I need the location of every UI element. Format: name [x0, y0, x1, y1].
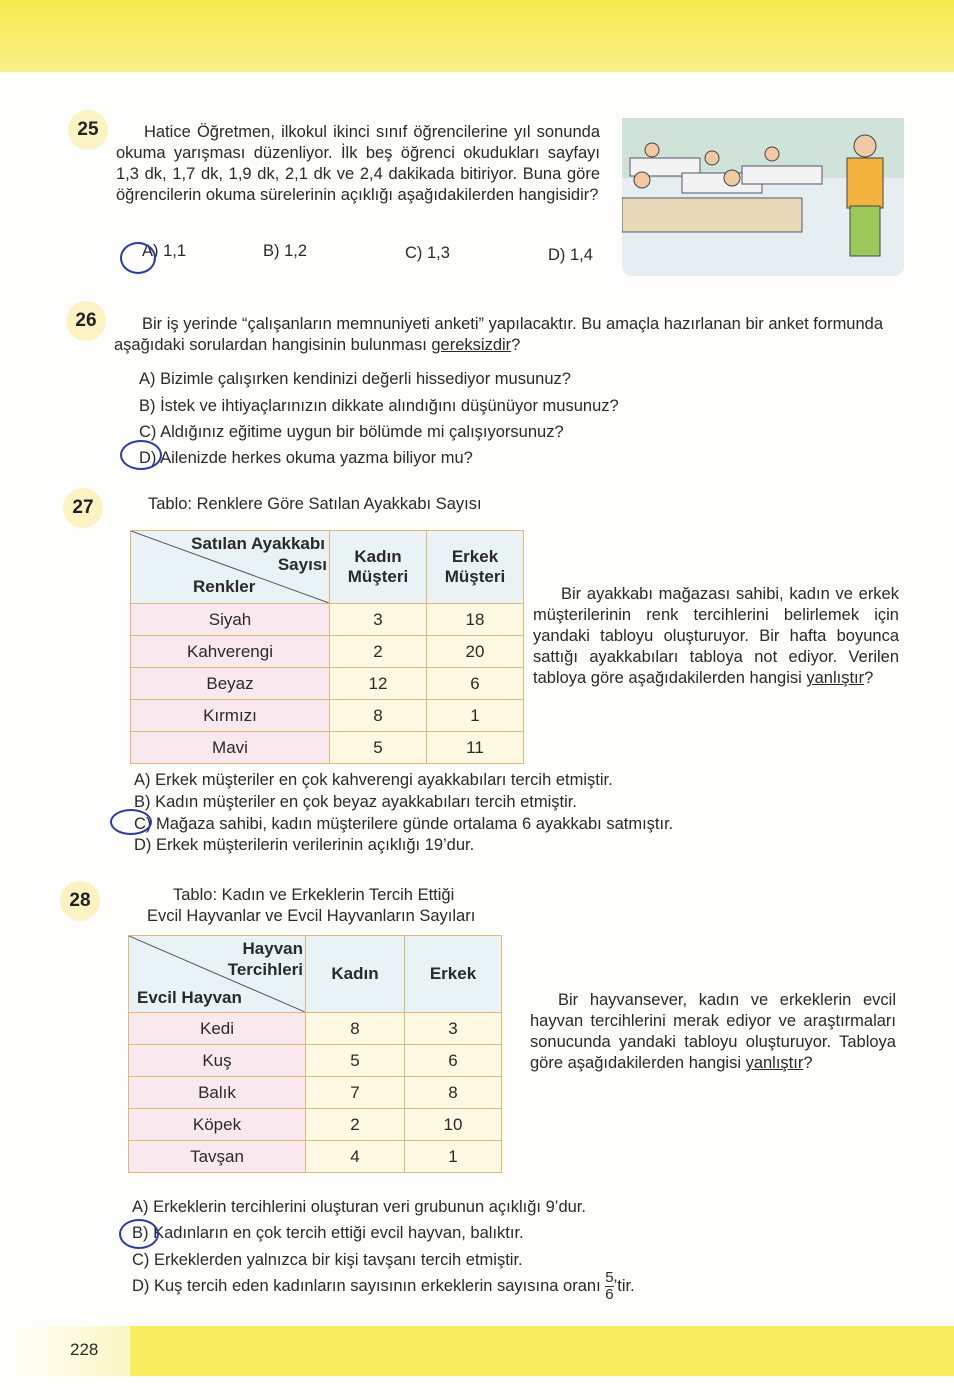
- q26-text: [114, 314, 906, 356]
- q28-corner-top2: Tercihleri: [227, 960, 303, 979]
- cell: 4: [306, 1141, 405, 1173]
- table-row: [131, 604, 524, 636]
- fraction-numerator: 5: [605, 1269, 614, 1286]
- row-label: Mavi: [131, 732, 330, 764]
- q27-table: [130, 530, 524, 764]
- q28-text-main: Bir hayvansever, kadın ve erkeklerin evcil hayvan tercihlerini merak ediyor ve araştırmaları sonucunda yandaki tabloyu oluşturuyor. Tabloya göre aşağıdakilerden hangisi: [530, 991, 896, 1072]
- cell: 6: [427, 668, 524, 700]
- q27-underlined: yanlıştır: [806, 669, 865, 687]
- row-label: Tavşan: [129, 1141, 306, 1173]
- table-row: [131, 700, 524, 732]
- question-number-27: 27: [63, 488, 103, 528]
- q28-underlined: yanlıştır: [745, 1054, 804, 1072]
- q27-corner-top: Satılan Ayakkabı: [191, 534, 325, 553]
- row-label: Siyah: [131, 604, 330, 636]
- table-row: [129, 1045, 502, 1077]
- cell: 1: [427, 700, 524, 732]
- q25-option-b[interactable]: B) 1,2: [263, 242, 308, 260]
- q27-option-b[interactable]: B) Kadın müşteriler en çok beyaz ayakkabıları tercih etmiştir.: [134, 793, 577, 811]
- q28-option-c[interactable]: C) Erkeklerden yalnızca bir kişi tavşanı tercih etmiştir.: [132, 1251, 523, 1269]
- pen-circle-mark: [120, 440, 162, 470]
- cell: 18: [427, 604, 524, 636]
- q28-table: [128, 935, 502, 1173]
- pen-circle-mark: [119, 1219, 159, 1249]
- q25-option-c[interactable]: C) 1,3: [405, 244, 450, 262]
- q27-option-d[interactable]: D) Erkek müşterilerin verilerinin açıklığı 19’dur.: [134, 836, 475, 854]
- cell: 2: [306, 1109, 405, 1141]
- q27-text: [533, 584, 899, 689]
- table-row: [131, 668, 524, 700]
- q25-option-a[interactable]: A) 1,1: [142, 242, 187, 260]
- table-row: [129, 1109, 502, 1141]
- q26-qmark: ?: [511, 336, 521, 354]
- q27-corner-header: [131, 531, 330, 604]
- q28-corner-bottom: Evcil Hayvan: [137, 988, 242, 1007]
- row-label: Köpek: [129, 1109, 306, 1141]
- bottom-yellow-band: [130, 1326, 954, 1376]
- q26-option-d[interactable]: D) Ailenizde herkes okuma yazma biliyor mu?: [139, 449, 473, 467]
- pen-circle-mark: [110, 809, 152, 835]
- cell: 8: [330, 700, 427, 732]
- row-label: Balık: [129, 1077, 306, 1109]
- row-label: Kahverengi: [131, 636, 330, 668]
- fraction: [605, 1270, 613, 1303]
- table-row: [129, 1077, 502, 1109]
- cell: 5: [330, 732, 427, 764]
- q26-underlined: gereksizdir: [431, 336, 512, 354]
- q27-option-a[interactable]: A) Erkek müşteriler en çok kahverengi ayakkabıları tercih etmiştir.: [134, 771, 613, 789]
- q27-col-erkek: Erkek Müşteri: [427, 531, 524, 604]
- q27-col-kadin: Kadın Müşteri: [330, 531, 427, 604]
- q26-text-main: Bir iş yerinde “çalışanların memnuniyeti anketi” yapılacaktır. Bu amaçla hazırlanan bir anket formunda aşağıdaki sorulardan hangisinin bulunması: [114, 315, 884, 354]
- q25-text: Hatice Öğretmen, ilkokul ikinci sınıf öğrencilerine yıl sonunda okuma yarışması düzenliyor. İlk beş öğrenci okudukları sayfayı 1,3 dk, 1,7 dk, 1,9 dk, 2,1 dk ve 2,4 dakikada bitiriyor. Buna göre öğrencilerin okuma sürelerinin açıklığı aşağıdakilerden hangisidir?: [116, 123, 600, 204]
- q28-corner-top: Hayvan: [242, 939, 303, 958]
- cell: 3: [330, 604, 427, 636]
- question-number-28: 28: [60, 881, 100, 921]
- cell: 11: [427, 732, 524, 764]
- bottom-band-fade: [0, 1326, 130, 1376]
- q27-qmark: ?: [864, 669, 874, 687]
- page-number: 228: [70, 1340, 99, 1359]
- q28-option-d-text: D) Kuş tercih eden kadınların sayısının erkeklerin sayısına oranı: [132, 1276, 606, 1295]
- cell: 20: [427, 636, 524, 668]
- table-row: [129, 1013, 502, 1045]
- cell: 6: [405, 1045, 502, 1077]
- q28-option-a[interactable]: A) Erkeklerin tercihlerini oluşturan veri grubunun açıklığı 9’dur.: [132, 1198, 586, 1216]
- q28-text: [530, 990, 896, 1074]
- q26-option-c[interactable]: C) Aldığınız eğitime uygun bir bölümde mi çalışıyorsunuz?: [139, 423, 564, 441]
- row-label: Beyaz: [131, 668, 330, 700]
- classroom-illustration: [622, 118, 904, 276]
- cell: 12: [330, 668, 427, 700]
- row-label: Kuş: [129, 1045, 306, 1077]
- q28-col-erkek: Erkek: [405, 936, 502, 1013]
- q28-caption-line1: Tablo: Kadın ve Erkeklerin Tercih Ettiği: [173, 886, 455, 904]
- cell: 3: [405, 1013, 502, 1045]
- cell: 8: [306, 1013, 405, 1045]
- cell: 10: [405, 1109, 502, 1141]
- q28-option-d-suffix: ’tir.: [613, 1276, 635, 1295]
- q27-option-c[interactable]: C) Mağaza sahibi, kadın müşterilere günde ortalama 6 ayakkabı satmıştır.: [134, 815, 674, 833]
- q26-option-a[interactable]: A) Bizimle çalışırken kendinizi değerli hissediyor musunuz?: [139, 370, 571, 388]
- q28-corner-header: [129, 936, 306, 1013]
- q27-caption: Tablo: Renklere Göre Satılan Ayakkabı Sayısı: [148, 495, 482, 513]
- q28-option-d[interactable]: [132, 1270, 635, 1303]
- q28-qmark: ?: [803, 1054, 813, 1072]
- q26-option-b[interactable]: B) İstek ve ihtiyaçlarınızın dikkate alındığını düşünüyor musunuz?: [139, 397, 619, 415]
- question-number-25: 25: [68, 110, 108, 150]
- cell: 1: [405, 1141, 502, 1173]
- table-row: [131, 636, 524, 668]
- question-number-26: 26: [66, 301, 106, 341]
- row-label: Kedi: [129, 1013, 306, 1045]
- top-yellow-band: [0, 0, 954, 72]
- q25-option-d[interactable]: D) 1,4: [548, 246, 593, 264]
- q28-option-b[interactable]: B) Kadınların en çok tercih ettiği evcil hayvan, balıktır.: [132, 1224, 524, 1242]
- row-label: Kırmızı: [131, 700, 330, 732]
- q27-corner-bottom: Renkler: [193, 577, 256, 596]
- cell: 8: [405, 1077, 502, 1109]
- q28-col-kadin: Kadın: [306, 936, 405, 1013]
- cell: 5: [306, 1045, 405, 1077]
- q27-corner-top2: Sayısı: [277, 555, 327, 574]
- pen-circle-mark: [120, 242, 156, 274]
- q27-text-main: Bir ayakkabı mağazası sahibi, kadın ve erkek müşterilerinin renk tercihlerini belirlemek için yandaki tabloyu oluşturuyor. Bir hafta boyunca sattığı ayakkabıları tabloya not ediyor. Verilen tabloya göre aşağıdakilerden hangisi: [533, 585, 899, 687]
- cell: 7: [306, 1077, 405, 1109]
- table-row: [131, 732, 524, 764]
- table-row: [129, 1141, 502, 1173]
- q28-caption-line2: Evcil Hayvanlar ve Evcil Hayvanların Sayıları: [147, 907, 476, 925]
- cell: 2: [330, 636, 427, 668]
- fraction-denominator: 6: [605, 1286, 614, 1303]
